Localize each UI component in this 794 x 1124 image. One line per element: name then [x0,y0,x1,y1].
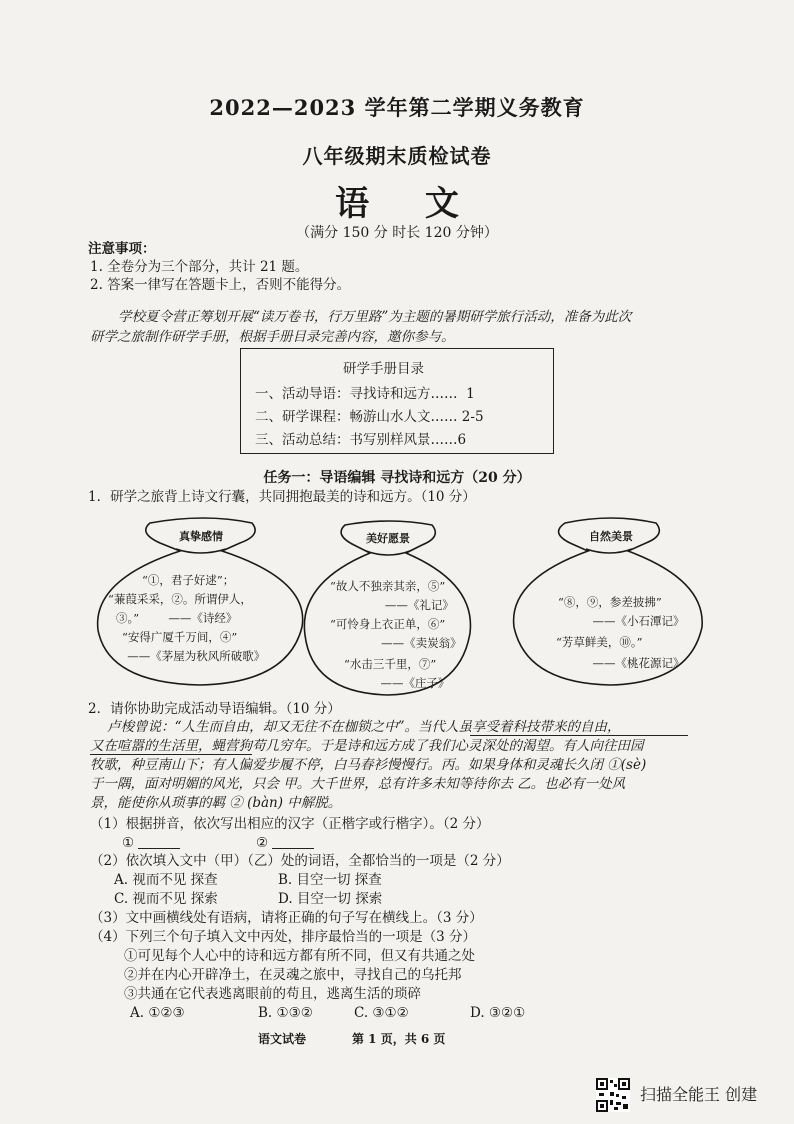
bag3-line-2: ——《小石潭记》 [556,614,685,628]
sub-question-1: （1）根据拼音，依次写出相应的汉字（正楷字或行楷字）。（2 分） [90,816,490,832]
qr-code-icon [596,1078,630,1112]
sub-question-3: （3）文中画横线处有语病，请将正确的句子写在横线上。（3 分） [90,910,483,926]
sentence-2: ②并在内心开辟净土，在灵魂之旅中，寻找自己的乌托邦 [124,967,462,983]
intro-line-1: 学校夏令营正筹划开展“读万卷书，行万里路”为主题的暑期研学旅行活动，准备为此次 [118,309,632,325]
bag2-line-1: “故人不独亲其亲，⑤” [330,579,446,593]
option-c: C. 视而不见 探索 [114,891,218,907]
passage-line-2: 又在喧嚣的生活里，蝇营狗苟几穷年。于是诗和远方成了我们心灵深处的渴望。有人向往田园 [90,738,644,754]
bag3-line-3: “芳草鲜美，⑩。” [556,635,643,649]
bag1-line-5: ——《茅屋为秋风所破歌》 [120,649,266,663]
sub-question-4: （4）下列三个句子填入文中丙处，排序最恰当的一项是（3 分） [90,929,476,945]
question-1: 1．研学之旅背上诗文行囊，共同拥抱最美的诗和远方。（10 分） [88,489,476,505]
note-item-1: 1. 全卷分为三个部分，共计 21 题。 [90,259,309,275]
sentence-underline-2 [90,754,252,755]
footer-subject: 语文试卷 [258,1032,307,1046]
bag-label-3: 自然美景 [589,530,633,543]
footer-page: 第 1 页，共 6 页 [352,1032,446,1046]
question-2: 2．请你协助完成活动导语编辑。（10 分） [88,701,341,717]
intro-line-2: 研学之旅制作研学手册，根据手册目录完善内容，邀你参与。 [90,329,455,345]
bag1-line-1: “①，君子好逑”； [142,573,235,587]
sentence-underline-1 [470,735,688,736]
blank-1-label: ① [122,835,135,851]
toc-heading: 研学手册目录 [343,361,424,377]
sentence-1: ①可见每个人心中的诗和远方都有所不同，但又有共通之处 [124,948,475,964]
blank-2-line [272,848,314,849]
option-a: A. 视而不见 探查 [114,872,218,888]
note-item-2: 2. 答案一律写在答题卡上，否则不能得分。 [90,277,351,293]
order-option-b: B. ①③② [258,1005,313,1021]
task1-title: 任务一：导语编辑 寻找诗和远方（20 分） [263,470,531,486]
passage-line-4: 于一隅，面对明媚的风光，只会 甲。大千世界，总有许多未知等待你去 乙。也必有一处风 [90,776,626,792]
bag1-line-3: ③。” ——《诗经》 [116,611,238,625]
subject-title: 语 文 [335,184,481,224]
bag1-line-4: “安得广厦千万间，④” [122,630,238,644]
bag-label-2: 美好愿景 [366,532,410,545]
scanner-watermark: 扫描全能王 创建 [640,1085,758,1104]
bag2-line-2: ——《礼记》 [330,598,454,612]
option-b: B. 目空一切 探查 [278,872,382,888]
toc-item-3: 三、活动总结：书写别样风景……6 [255,432,467,448]
passage-line-5: 景，能使你从琐事的羁 ② (bàn) 中解脱。 [90,795,342,811]
notes-heading: 注意事项： [88,241,156,257]
bag2-line-5: “水击三千里，⑦” [344,657,437,671]
order-option-c: C. ③①② [354,1005,409,1021]
passage-line-1: 卢梭曾说：“人生而自由，却又无往不在枷锁之中”。当代人虽享受着科技带来的自由， [90,719,621,735]
sub-question-2: （2）依次填入文中（甲）（乙）处的词语，全都恰当的一项是（2 分） [90,853,510,869]
toc-item-1: 一、活动导语：寻找诗和远方…… 1 [255,386,475,402]
bag2-line-3: “可怜身上衣正单，⑥” [330,617,446,631]
exam-title-line2: 八年级期末质检试卷 [302,144,492,168]
blank-1-line [138,848,180,849]
exam-title-line1: 2022—2023 学年第二学期义务教育 [209,95,585,120]
sentence-3: ③共通在它代表逃离眼前的苟且，逃离生活的琐碎 [124,986,421,1002]
handbook-toc-box [240,348,554,454]
order-option-d: D. ③②① [470,1005,526,1021]
bag1-line-2: “蒹葭采采，②。所谓伊人， [108,592,252,606]
passage-line-3: 牧歌，种豆南山下；有人偏爱步履不停，白马春衫慢慢行。丙。如果身体和灵魂长久闭 ①(sè) [90,757,647,773]
bag2-line-4: ——《卖炭翁》 [330,636,462,650]
bag2-line-6: ——《庄子》 [344,676,450,690]
bag3-line-4: ——《桃花源记》 [556,656,685,670]
option-d: D. 目空一切 探索 [278,891,383,907]
blank-2-label: ② [256,835,269,851]
order-option-a: A. ①②③ [130,1005,185,1021]
bag-label-1: 真挚感情 [179,530,223,543]
bag3-line-1: “⑧，⑨，参差披拂” [558,595,662,609]
toc-item-2: 二、研学课程：畅游山水人文…… 2-5 [255,409,484,425]
score-info: （满分 150 分 时长 120 分钟） [296,225,498,241]
